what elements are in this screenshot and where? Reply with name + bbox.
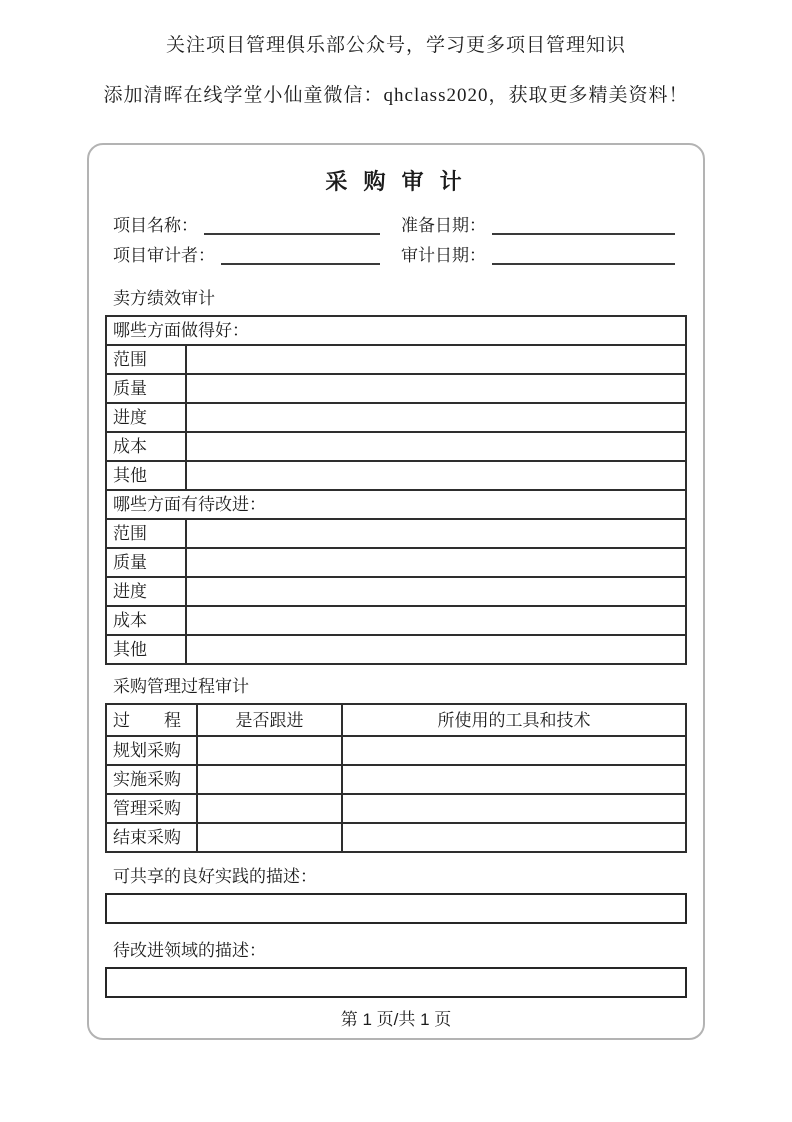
- field-underline: [221, 249, 380, 265]
- table-row: [106, 794, 686, 823]
- field-prepared-date: [401, 215, 675, 237]
- table-row: [106, 635, 686, 664]
- table-row: [106, 432, 686, 461]
- row-value-cell: [197, 736, 342, 765]
- table-row: [106, 548, 686, 577]
- row-label-cell: 进度: [106, 577, 186, 606]
- column-header-tools: 所使用的工具和技术: [342, 704, 686, 736]
- table-row: [106, 606, 686, 635]
- column-header-process: 过 程: [106, 704, 197, 736]
- row-value-cell: [186, 461, 686, 490]
- process-audit-table: [105, 703, 687, 853]
- row-label-cell: 成本: [106, 432, 186, 461]
- table-row: [106, 345, 686, 374]
- row-label-cell: 规划采购: [106, 736, 197, 765]
- row-value-cell: [342, 736, 686, 765]
- page-title: 采 购 审 计: [325, 169, 467, 194]
- table-row: [106, 519, 686, 548]
- meta-row-2: [105, 237, 687, 267]
- good-practices-box: [105, 893, 687, 924]
- field-label: 审计日期：: [401, 246, 486, 265]
- row-value-cell: [197, 823, 342, 852]
- row-value-cell: [186, 635, 686, 664]
- row-label-cell: 质量: [106, 374, 186, 403]
- row-value-cell: [342, 794, 686, 823]
- row-label-cell: 实施采购: [106, 765, 197, 794]
- group-header-cell: 哪些方面做得好：: [106, 316, 686, 345]
- table-row: [106, 765, 686, 794]
- row-value-cell: [197, 794, 342, 823]
- table-row: [106, 577, 686, 606]
- row-value-cell: [186, 403, 686, 432]
- improvement-areas-label: 待改进领域的描述：: [113, 941, 266, 960]
- row-label-cell: 其他: [106, 635, 186, 664]
- row-label-cell: 范围: [106, 519, 186, 548]
- meta-row-1: [105, 207, 687, 237]
- field-project-name: [113, 215, 380, 237]
- row-label-cell: 管理采购: [106, 794, 197, 823]
- table-row: [106, 490, 686, 519]
- field-label: 项目名称：: [113, 216, 198, 235]
- row-label-cell: 其他: [106, 461, 186, 490]
- row-value-cell: [186, 432, 686, 461]
- row-label-cell: 结束采购: [106, 823, 197, 852]
- field-label: 项目审计者：: [113, 246, 215, 265]
- form-card: [87, 143, 705, 1040]
- table-row: [106, 461, 686, 490]
- row-value-cell: [342, 765, 686, 794]
- table-row: [106, 374, 686, 403]
- row-value-cell: [197, 765, 342, 794]
- field-underline: [492, 219, 675, 235]
- section-title-process-audit: 采购管理过程审计: [113, 677, 249, 696]
- page-number: 第 1 页/共 1 页: [340, 1010, 452, 1029]
- field-audit-date: [401, 245, 675, 267]
- header-note-line-1: 关注项目管理俱乐部公众号，学习更多项目管理知识: [165, 35, 626, 56]
- row-label-cell: 成本: [106, 606, 186, 635]
- field-label: 准备日期：: [401, 216, 486, 235]
- column-header-followed: 是否跟进: [197, 704, 342, 736]
- table-row: [106, 316, 686, 345]
- table-row: [106, 403, 686, 432]
- section-title-seller-performance: 卖方绩效审计: [113, 289, 215, 308]
- improvement-areas-box: [105, 967, 687, 998]
- field-project-auditor: [113, 245, 380, 267]
- row-value-cell: [186, 519, 686, 548]
- row-label-cell: 质量: [106, 548, 186, 577]
- row-value-cell: [186, 548, 686, 577]
- row-value-cell: [342, 823, 686, 852]
- seller-performance-table: [105, 315, 687, 665]
- row-value-cell: [186, 606, 686, 635]
- row-label-cell: 范围: [106, 345, 186, 374]
- row-value-cell: [186, 577, 686, 606]
- group-header-cell: 哪些方面有待改进：: [106, 490, 686, 519]
- field-underline: [204, 219, 380, 235]
- row-value-cell: [186, 345, 686, 374]
- table-row: [106, 736, 686, 765]
- table-header-row: [106, 704, 686, 736]
- row-value-cell: [186, 374, 686, 403]
- good-practices-label: 可共享的良好实践的描述：: [113, 867, 317, 886]
- header-notes: [0, 0, 792, 107]
- table-row: [106, 823, 686, 852]
- header-note-line-2: 添加清晖在线学堂小仙童微信：qhclass2020，获取更多精美资料！: [103, 85, 689, 106]
- field-underline: [492, 249, 675, 265]
- row-label-cell: 进度: [106, 403, 186, 432]
